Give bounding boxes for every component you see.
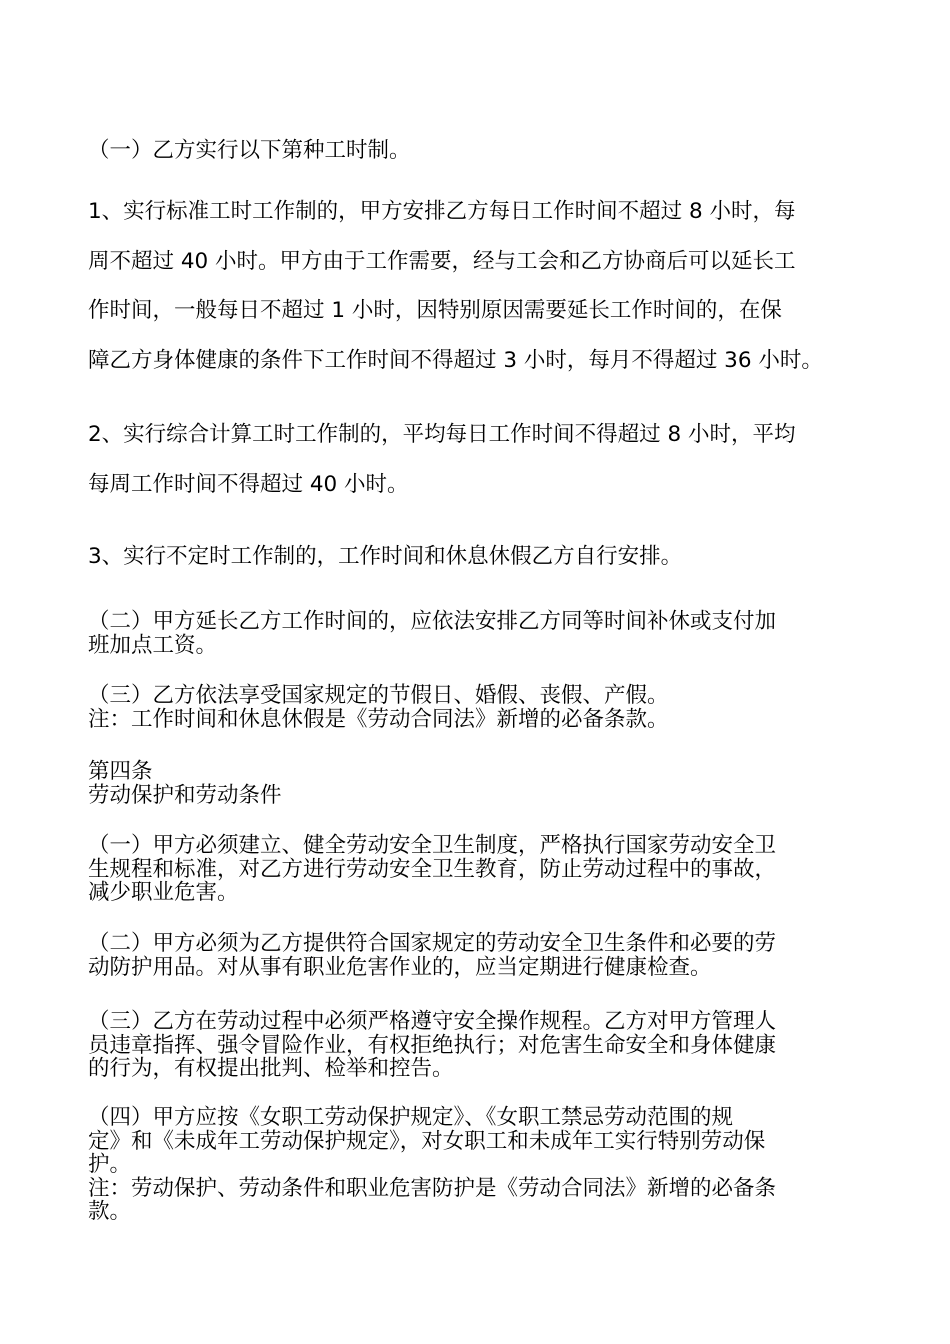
paragraph-protective-equipment: （二）甲方必须为乙方提供符合国家规定的劳动安全卫生条件和必要的劳 动防护用品。对从事有职业危害作业的，应当定期进行健康检查。 [88, 931, 777, 980]
paragraph-holidays-and-note: （三）乙方依法享受国家规定的节假日、婚假、丧假、产假。 注：工作时间和休息休假是《劳动合同法》新增的必备条款。 [88, 683, 669, 732]
paragraph-safety-rules: （三）乙方在劳动过程中必须严格遵守安全操作规程。乙方对甲方管理人 员违章指挥、强令冒险作业，有权拒绝执行；对危害生命安全和身体健康 的行为，有权提出批判、检举和控告。 [88, 1009, 777, 1082]
article-four-heading: 第四条 劳动保护和劳动条件 [88, 759, 282, 808]
paragraph-work-hour-system: （一）乙方实行以下第种工时制。 [88, 138, 411, 163]
paragraph-safety-system: （一）甲方必须建立、健全劳动安全卫生制度，严格执行国家劳动安全卫 生规程和标准，对乙方进行劳动安全卫生教育，防止劳动过程中的事故， 减少职业危害。 [88, 833, 777, 906]
paragraph-special-protection-and-note: （四）甲方应按《女职工劳动保护规定》、《女职工禁忌劳动范围的规 定》和《未成年工劳动保护规定》，对女职工和未成年工实行特别劳动保 护。 注：劳动保护、劳动条件和职业危害防护是《劳动合同法》新增的必备条 款。 [88, 1105, 777, 1225]
paragraph-comprehensive-hours: 2、实行综合计算工时工作制的，平均每日工作时间不得超过 8 小时，平均 每周工作时间不得超过 40 小时。 [88, 422, 796, 497]
paragraph-standard-hours: 1、实行标准工时工作制的，甲方安排乙方每日工作时间不超过 8 小时，每 周不超过 40 小时。甲方由于工作需要，经与工会和乙方协商后可以延长工 作时间，一般每日不超过 1 小时，因特别原因需要延长工作时间的，在保 障乙方身体健康的条件下工作时间不得超过 3 小时，每月不得超过 36 小时。 [88, 199, 823, 373]
paragraph-overtime-compensation: （二）甲方延长乙方工作时间的，应依法安排乙方同等时间补休或支付加 班加点工资。 [88, 609, 777, 658]
paragraph-flexible-hours: 3、实行不定时工作制的，工作时间和休息休假乙方自行安排。 [88, 544, 683, 569]
